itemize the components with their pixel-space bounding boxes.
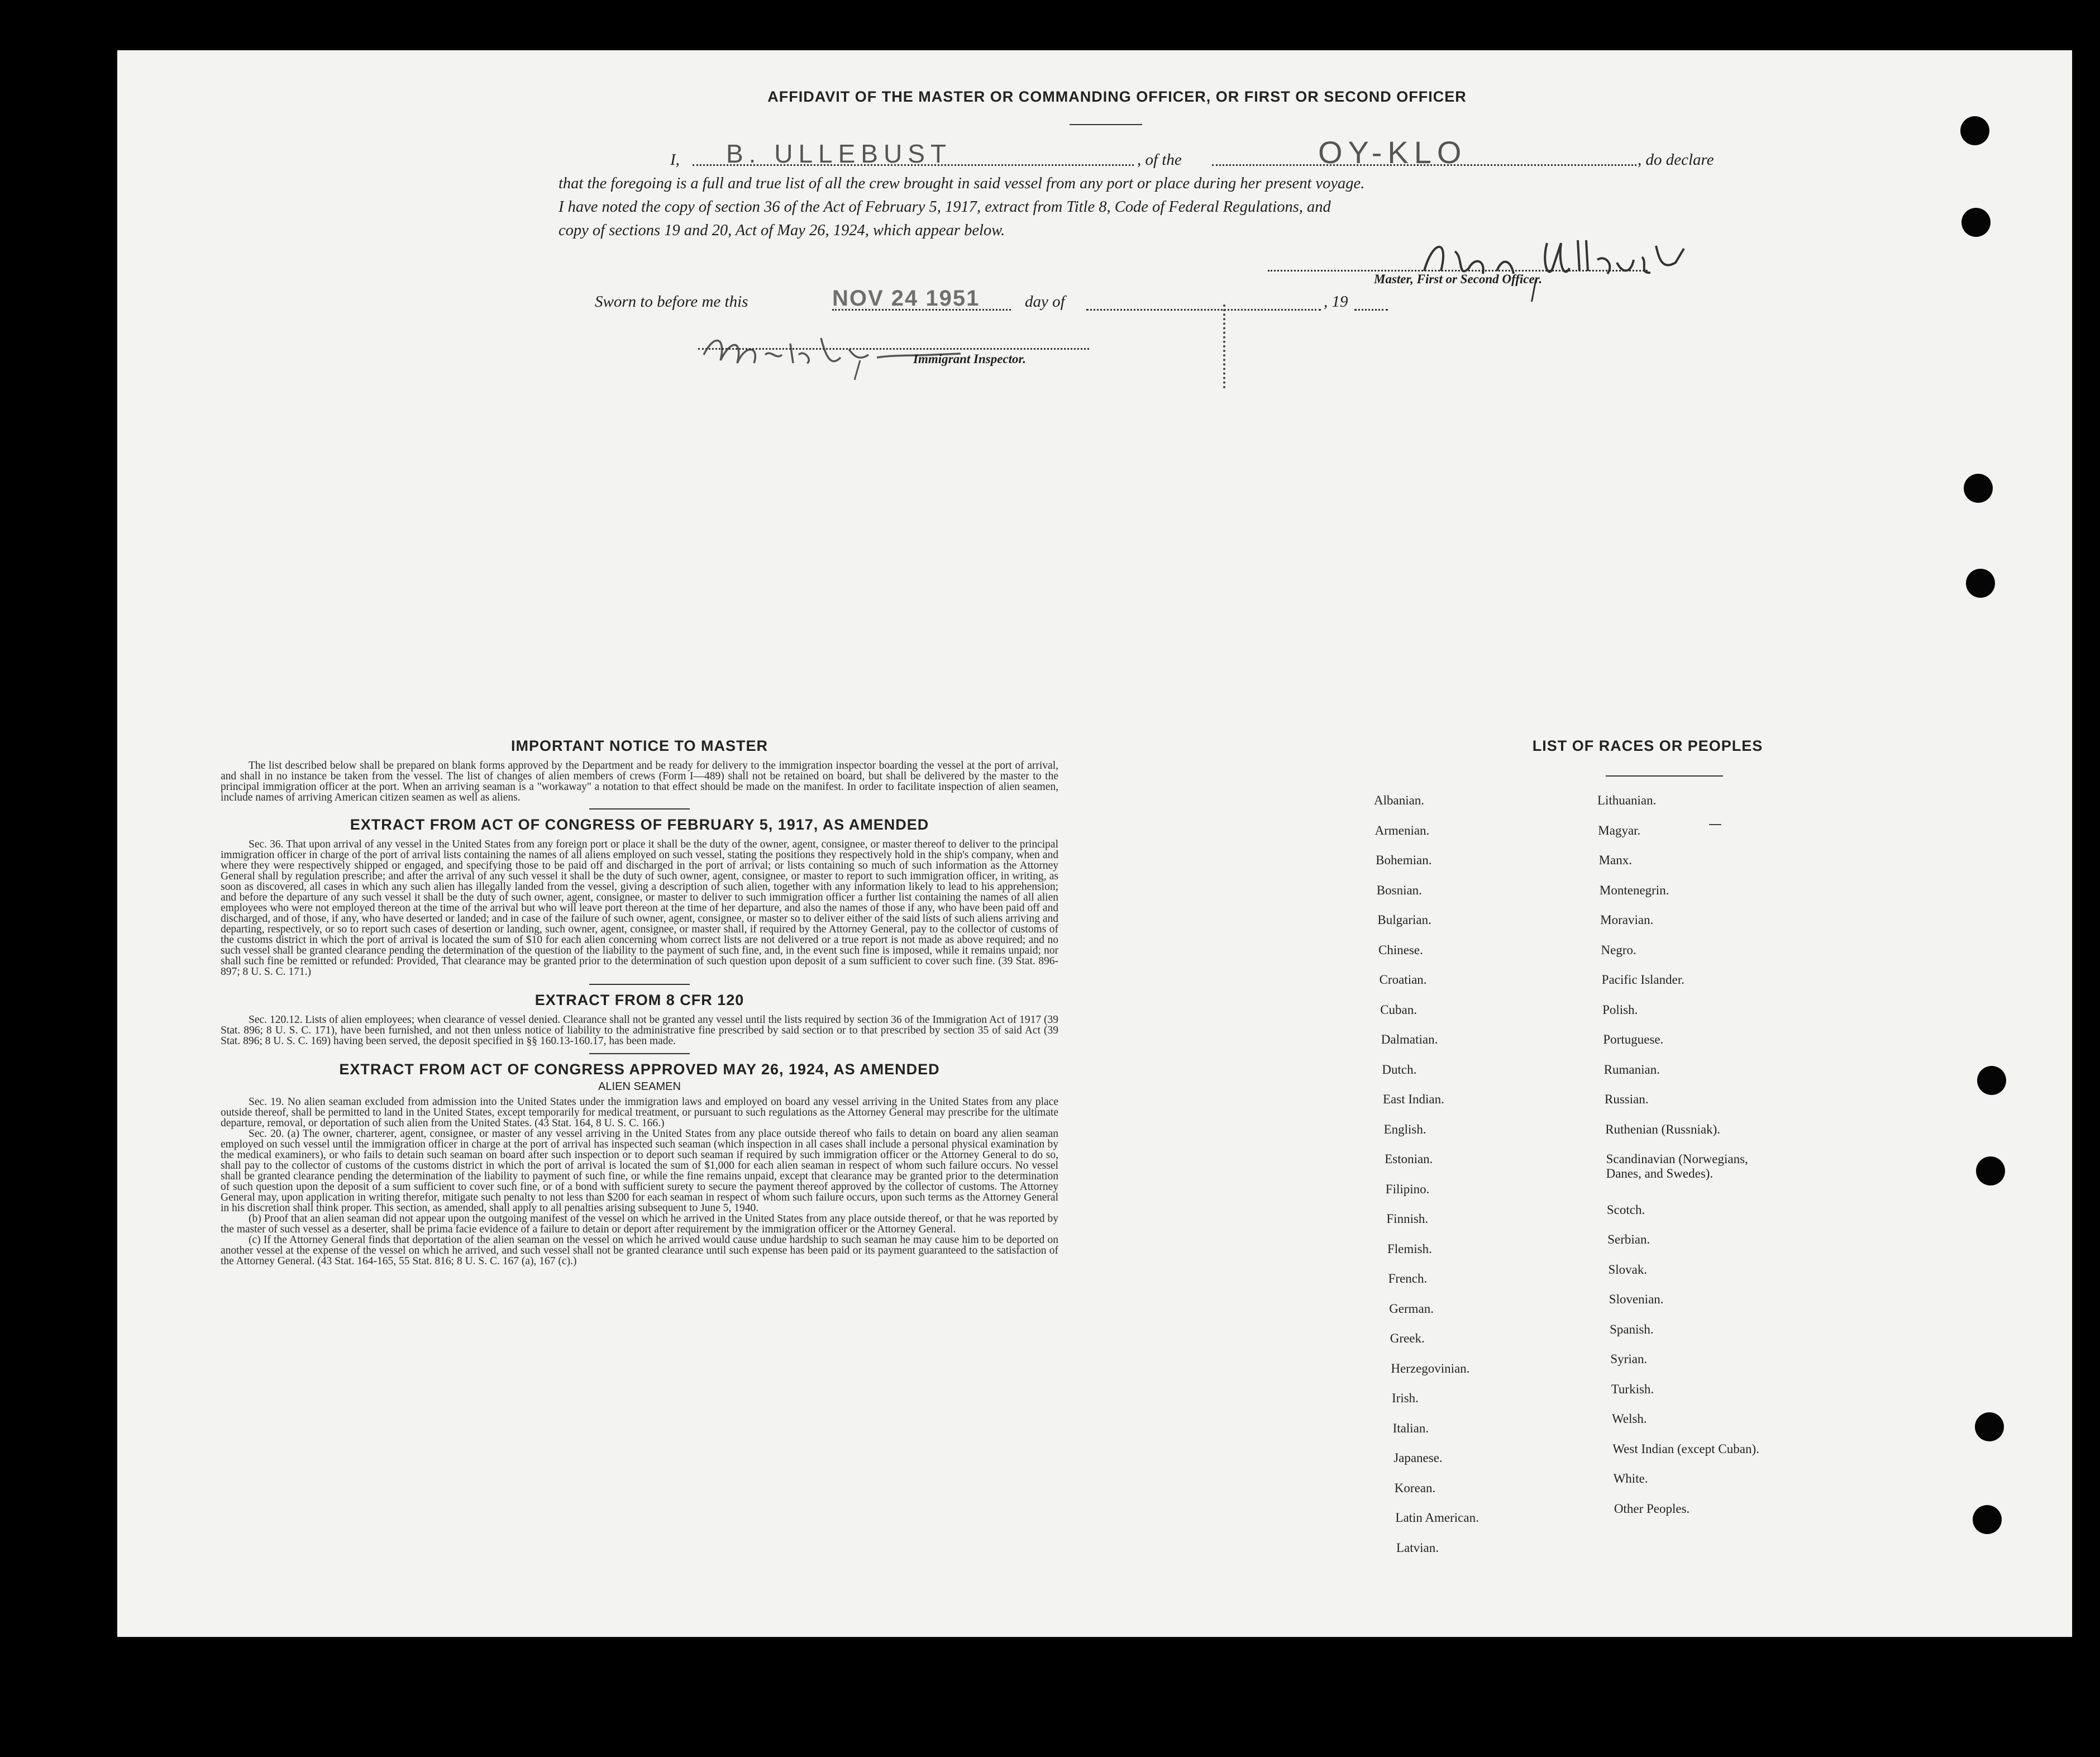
- race-item: Polish.: [1602, 1002, 1638, 1017]
- do-declare-label: , do declare: [1638, 151, 1714, 169]
- extract-cfr-title: EXTRACT FROM 8 CFR 120: [534, 992, 744, 1008]
- race-item: Slovak.: [1608, 1262, 1648, 1277]
- race-item: English.: [1383, 1122, 1426, 1136]
- year-line: [1354, 308, 1388, 311]
- race-item: Filipino.: [1385, 1182, 1430, 1196]
- pencil-mark: [1709, 824, 1721, 825]
- race-item: Estonian.: [1385, 1152, 1433, 1166]
- race-item: Irish.: [1392, 1391, 1419, 1405]
- notice-text: The list described below shall be prepared on blank forms approved by the Department and be ready for delivery to the immigration inspector boarding the vessel at the port of arrival, and shall in no instance be taken from the vessel. The list of changes of alien members of crews (Form I—489) shall not be retained on board, but shall be delivered by the master to the principal immigration officer at the port. When an arriving seaman is a "workaway" a notation to that effect should be made on the manifest. In order to facilitate inspection of alien seamen, include names of arriving American citizen seamen as well as aliens.: [221, 760, 1058, 803]
- alien-seamen-subtitle: ALIEN SEAMEN: [598, 1080, 681, 1093]
- race-item: Montenegrin.: [1599, 883, 1669, 897]
- race-item: Pacific Islander.: [1601, 973, 1684, 987]
- of-the-label: , of the: [1137, 151, 1182, 169]
- race-item: Herzegovinian.: [1391, 1361, 1470, 1375]
- race-item: Dutch.: [1382, 1062, 1417, 1077]
- divider: [1606, 775, 1723, 777]
- race-item: Japanese.: [1393, 1451, 1443, 1465]
- race-item: Scandinavian (Norwegians, Danes, and Swedes).: [1606, 1152, 1748, 1180]
- race-item: Negro.: [1601, 942, 1636, 957]
- race-item: West Indian (except Cuban).: [1612, 1441, 1759, 1456]
- i-label: I,: [670, 151, 680, 169]
- year-label: , 19: [1324, 293, 1348, 311]
- punch-hole: [1960, 116, 1989, 145]
- sec19-text: Sec. 19. No alien seaman excluded from admission into the United States under the immigration laws and employed on board any vessel arriving in the United States from any place outside thereof, shall be permitted to land in the United States, except temporarily for medical treatment, or pursuant to such regulations as the Attorney General may prescribe for the ultimate departure, removal, or deportation of such alien from the United States. (43 Stat. 164, 8 U. S. C. 166.): [221, 1096, 1058, 1129]
- race-item: Manx.: [1598, 853, 1633, 867]
- race-item: Flemish.: [1387, 1241, 1432, 1256]
- race-item: Magyar.: [1598, 823, 1641, 837]
- declaration-line: that the foregoing is a full and true list of all the crew brought in said vessel from any port or place during her present voyage.: [559, 175, 1365, 192]
- inspector-signature-line: [698, 347, 1089, 350]
- punch-hole: [1973, 1505, 2002, 1534]
- race-item: Dalmatian.: [1381, 1032, 1438, 1046]
- punch-hole: [1964, 474, 1993, 503]
- day-of-label: day of: [1025, 293, 1065, 311]
- race-item: White.: [1613, 1472, 1648, 1486]
- extract-1917-title: EXTRACT FROM ACT OF CONGRESS OF FEBRUARY 5, 1917, AS AMENDED: [350, 816, 929, 833]
- punch-hole: [1975, 1412, 2004, 1441]
- vessel-name-handwritten: OY-KLO: [1318, 135, 1467, 170]
- punch-hole: [1977, 1066, 2006, 1095]
- punch-hole: [1976, 1156, 2005, 1185]
- race-item: German.: [1389, 1301, 1434, 1316]
- race-item: Scotch.: [1606, 1202, 1645, 1217]
- race-item: Lithuanian.: [1597, 793, 1657, 807]
- race-item: Bosnian.: [1376, 883, 1422, 897]
- master-signature-line: [1268, 269, 1648, 272]
- race-item: Chinese.: [1378, 942, 1423, 957]
- race-item: Spanish.: [1610, 1322, 1654, 1336]
- race-item: Ruthenian (Russniak).: [1605, 1122, 1720, 1136]
- race-item: Korean.: [1394, 1480, 1436, 1495]
- race-item: Greek.: [1390, 1331, 1425, 1345]
- race-item: Armenian.: [1374, 823, 1430, 837]
- divider: [589, 984, 690, 985]
- race-item: Moravian.: [1600, 913, 1654, 927]
- race-item: Cuban.: [1380, 1002, 1417, 1017]
- master-name-handwritten: B. ULLEBUST: [726, 139, 952, 168]
- race-item: Rumanian.: [1603, 1062, 1660, 1077]
- extract-1924-title: EXTRACT FROM ACT OF CONGRESS APPROVED MAY 26, 1924, AS AMENDED: [339, 1061, 940, 1078]
- race-item: Albanian.: [1374, 793, 1425, 807]
- declaration-line: I have noted the copy of section 36 of the Act of February 5, 1917, extract from Title 8, Code of Federal Regulations, and: [559, 198, 1331, 216]
- race-item: Welsh.: [1612, 1412, 1647, 1426]
- divider: [1070, 124, 1142, 125]
- race-item: Syrian.: [1610, 1352, 1648, 1366]
- race-item: Finnish.: [1386, 1212, 1429, 1226]
- race-item: East Indian.: [1383, 1092, 1444, 1106]
- race-item: Italian.: [1392, 1421, 1429, 1435]
- sworn-label: Sworn to before me this: [595, 293, 748, 311]
- race-item: Portuguese.: [1603, 1032, 1664, 1046]
- race-item: Russian.: [1605, 1092, 1649, 1106]
- month-line: [1086, 308, 1321, 311]
- master-signature: [1402, 218, 1759, 302]
- race-item: Latvian.: [1396, 1540, 1439, 1555]
- extract-1917-text: Sec. 36. That upon arrival of any vessel in the United States from any foreign port or place it shall be the duty of the owner, agent, consignee, or master thereof to deliver to the principal immigration officer in charge of the port of arrival lists containing the names of all aliens employed on such vessel, stating the positions they respectively hold in the ship's company, when and where they were respectively shipped or engaged, and specifying those to be paid off and discharged in the port of arrival; or lists containing so much of such information as the Attorney General shall by regulation prescribe; and after the arrival of any such vessel it shall be the duty of such owner, agent, consignee, or master to report to such immigration officer, in writing, as soon as discovered, all cases in which any such alien has illegally landed from the vessel, giving a description of such alien, together with any information likely to lead to his apprehension; and before the departure of any such vessel it shall be the duty of such owner, agent, consignee, or master to deliver to such immigration officer a further list containing the names of all alien employees who were not employed thereon at the time of the arrival but who will leave port thereon at the time of her departure, and also the names of those if any, who have been paid off and discharged, and of those, if any, who have deserted or landed; and in case of the failure of such owner, agent, consignee, or master so to deliver either of the said lists of such aliens arriving and departing, respectively, or so to report such cases of desertion or landing, such owner, agent, consignee, or master shall, if required by the Attorney General, pay to the collector of customs of the customs district in which the port of arrival is located the sum of $10 for each alien concerning whom correct lists are not delivered or a true report is not made as above required; and no such vessel shall be granted clearance pending the determination of the question of the liability to the payment of such fine, and, in the event such fine is imposed, while it remains unpaid; nor shall such fine be remitted or refunded: Provided, That clearance may be granted prior to the determination of such question upon deposit of a sum sufficient to cover such fine. (39 Stat. 896-897; 8 U. S. C. 171.): [221, 839, 1058, 978]
- document-page: [117, 50, 2072, 1637]
- race-item: Slovenian.: [1609, 1292, 1664, 1307]
- extract-cfr-text: Sec. 120.12. Lists of alien employees; when clearance of vessel denied. Clearance shall not be granted any vessel until the lists required by section 36 of the Immigration Act of 1917 (39 Stat. 896; 8 U. S. C. 171), have been furnished, and not then unless notice of liability to the administrative fine prescribed by said section or to that prescribed by section 35 of said Act (39 Stat. 896; 8 U. S. C. 169) having been served, the deposit specified in §§ 160.13-160.17, has been made.: [221, 1014, 1058, 1047]
- race-item: Bulgarian.: [1377, 913, 1431, 927]
- notice-title: IMPORTANT NOTICE TO MASTER: [511, 737, 768, 754]
- inspector-caption: Immigrant Inspector.: [913, 352, 1026, 366]
- declaration-line: copy of sections 19 and 20, Act of May 26, 1924, which appear below.: [559, 222, 1005, 239]
- master-caption: Master, First or Second Officer.: [1374, 272, 1543, 286]
- race-item: French.: [1388, 1272, 1428, 1285]
- races-title: LIST OF RACES OR PEOPLES: [1532, 737, 1763, 754]
- race-item: Other Peoples.: [1614, 1501, 1690, 1516]
- race-item: Latin American.: [1395, 1511, 1479, 1525]
- notices-column: [221, 737, 1058, 1266]
- divider: [589, 1053, 690, 1054]
- punch-hole: [1966, 569, 1995, 598]
- sec20a-text: Sec. 20. (a) The owner, charterer, agent, consignee, or master of any vessel arriving in the United States from any place outside thereof who fails to detain on board any alien seaman employed on such vessel until the immigration officer in charge at the port of arrival has inspected such seaman (which inspection in all cases shall include a personal physical examination by the medical examiners), or who fails to detain such seaman on board after such inspection or to deport such seaman if required by such immigration officer or the Attorney General to do so, shall pay to the collector of customs of the customs district in which the port of arrival is located the sum of $1,000 for each alien seaman in respect of whom such failure occurs. No vessel shall be granted clearance pending the determination of the liability to payment of such fine, or while the fine remains unpaid, except that clearance may be granted prior to the determination of such question upon the deposit of a sum sufficient to cover such fine, or of a bond with sufficient surety to secure the payment thereof approved by the collector of customs. The Attorney General may, upon application in writing therefor, mitigate such penalty to not less than $200 for each seaman in respect of whom such failure occurs, upon such terms as the Attorney General in his discretion shall think proper. This section, as amended, shall apply to all penalties arising subsequent to June 5, 1940.: [221, 1128, 1058, 1214]
- sworn-date-line: [832, 308, 1011, 311]
- race-item: Serbian.: [1607, 1232, 1650, 1247]
- race-item: Turkish.: [1611, 1382, 1654, 1396]
- sworn-date-stamp: NOV 24 1951: [832, 286, 980, 311]
- affidavit-title: AFFIDAVIT OF THE MASTER OR COMMANDING OFFICER, OR FIRST OR SECOND OFFICER: [767, 88, 1467, 105]
- race-item: Croatian.: [1379, 973, 1427, 987]
- sec20b-text: (b) Proof that an alien seaman did not appear upon the outgoing manifest of the vessel on which he arrived in the United States from any place outside thereof, or that he was reported by the master of such vessel as a deserter, shall be prima facie evidence of a failure to detain or deport after requirement by the immigration officer or the Attorney General.: [221, 1213, 1058, 1235]
- margin-dots: [1223, 304, 1228, 388]
- punch-hole: [1961, 208, 1991, 237]
- sec20c-text: (c) If the Attorney General finds that deportation of the alien seaman on the vessel on which he arrived would cause undue hardship to such seaman he may cause him to be deported on another vessel at the expense of the vessel on which he arrived, and such vessel shall not be granted clearance until such expense has been paid or its payment guaranteed to the satisfaction of the Attorney General. (43 Stat. 164-165, 55 Stat. 816; 8 U. S. C. 167 (a), 167 (c).): [221, 1234, 1058, 1267]
- divider: [589, 808, 690, 810]
- race-item: Bohemian.: [1376, 853, 1432, 867]
